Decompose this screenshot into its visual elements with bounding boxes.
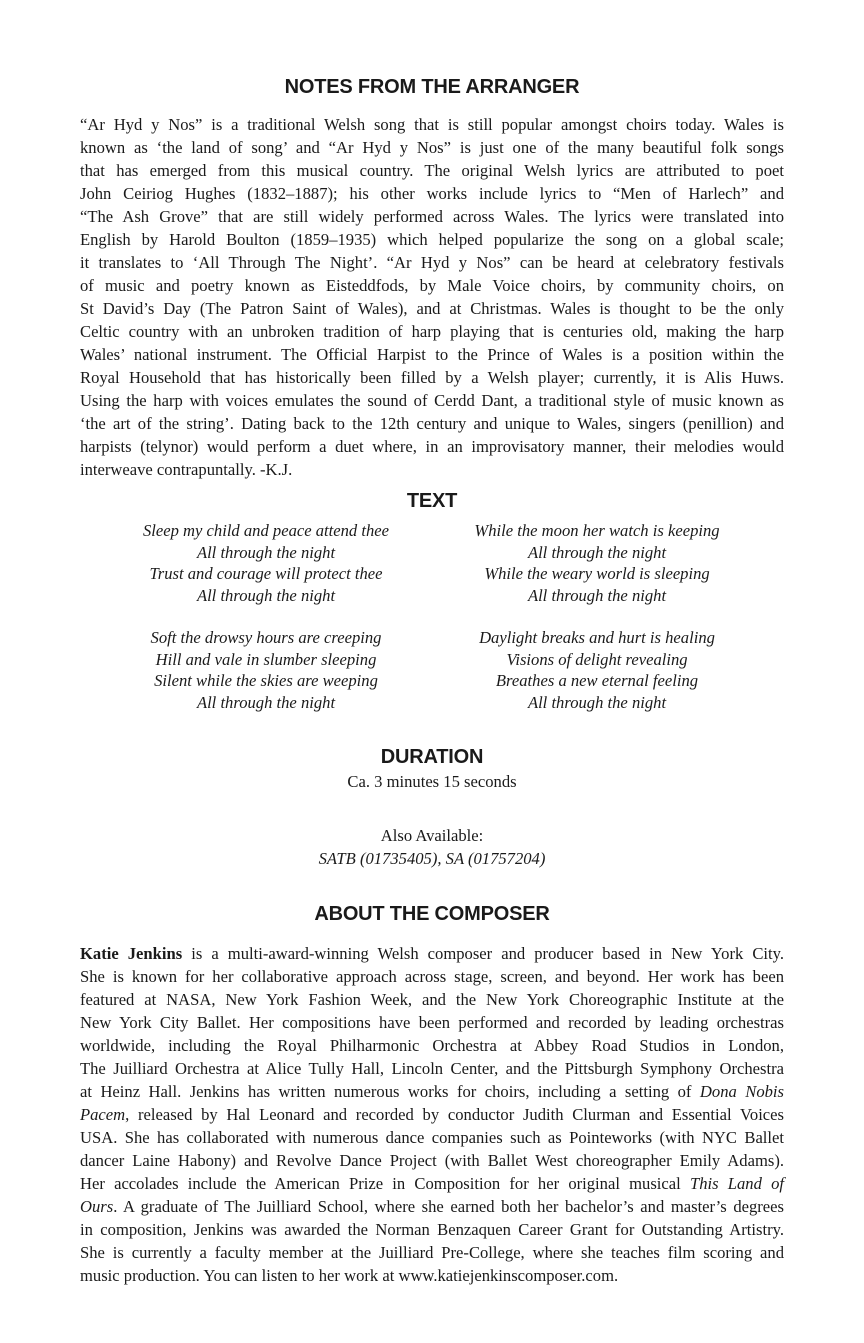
- text-line: [80, 251, 784, 274]
- lyric-line: While the weary world is sleeping: [484, 564, 710, 583]
- text-segment: known as ‘the land of song’ and “Ar Hyd y Nos” is just one of the many beautiful folk songs: [80, 138, 784, 157]
- lyric-line: Visions of delight revealing: [506, 649, 688, 669]
- text-segment: This Land of: [689, 1174, 784, 1193]
- text-segment: music production. You can listen to her work at www.katiejenkinscomposer.com.: [80, 1266, 619, 1285]
- text-line: [80, 1172, 784, 1195]
- lyric-line: All through the night: [196, 585, 336, 605]
- text-segment: Celtic country with an unbroken tradition of harp playing that is centuries old, making the harp: [80, 322, 784, 341]
- text-line: [80, 965, 784, 988]
- text-line: [80, 274, 784, 297]
- duration-value: Ca. 3 minutes 15 seconds: [347, 772, 517, 791]
- lyrics-left-column: [96, 520, 436, 713]
- text-segment: Royal Household that has historically been filled by a Welsh player; currently, it is Alis Huws.: [80, 368, 784, 387]
- notes-paragraph: [80, 113, 784, 481]
- text-line: [80, 412, 784, 435]
- text-segment: Katie Jenkins: [80, 944, 183, 963]
- also-available-value: SATB (01735405), SA (01757204): [318, 849, 546, 868]
- text-line: [80, 182, 784, 205]
- lyric-line: While the moon her watch is keeping: [474, 521, 720, 540]
- text-segment: of music and poetry known as Eisteddfods, by Male Voice choirs, by community choirs, on: [80, 276, 784, 295]
- text-line: [80, 228, 784, 251]
- text-line: [80, 1149, 784, 1172]
- lyric-line: All through the night: [196, 692, 336, 712]
- text-line: [80, 458, 784, 481]
- text-segment: She is currently a faculty member at the Juilliard Pre-College, where she teaches film scoring and: [80, 1243, 784, 1262]
- text-segment: . A graduate of The Juilliard School, where she earned both her bachelor’s and master’s degrees: [113, 1197, 784, 1216]
- text-segment: St David’s Day (The Patron Saint of Wales), and at Christmas. Wales is thought to be the only: [80, 299, 784, 318]
- text-segment: , released by Hal Leonard and recorded by conductor Judith Clurman and Essential Voices: [125, 1105, 784, 1124]
- text-segment: USA. She has collaborated with numerous dance companies such as Pointeworks (with NYC Ballet: [80, 1128, 784, 1147]
- text-segment: featured at NASA, New York Fashion Week, and the New York Choreographic Institute at the: [80, 990, 784, 1009]
- text-line: [80, 1080, 784, 1103]
- text-line: [80, 159, 784, 182]
- text-line: [80, 1057, 784, 1080]
- text-segment: Dona Nobis: [699, 1082, 784, 1101]
- lyric-line: Soft the drowsy hours are creeping: [150, 628, 382, 647]
- text-line: [80, 205, 784, 228]
- text-segment: interweave contrapuntally. -K.J.: [80, 460, 293, 479]
- text-segment: “Ar Hyd y Nos” is a traditional Welsh song that is still popular amongst choirs today. Wales is: [80, 115, 784, 134]
- text-segment: The Juilliard Orchestra at Alice Tully Hall, Lincoln Center, and the Pittsburgh Symphony Orchestra: [80, 1059, 784, 1078]
- text-segment: Ours: [80, 1197, 114, 1216]
- text-line: [80, 435, 784, 458]
- text-line: [80, 1195, 784, 1218]
- lyric-line: Daylight breaks and hurt is healing: [479, 628, 715, 647]
- text-line: [80, 343, 784, 366]
- text-segment: Pacem: [80, 1105, 126, 1124]
- lyric-line: All through the night: [527, 692, 667, 712]
- text-segment: Wales’ national instrument. The Official Harpist to the Prince of Wales is a position within the: [80, 345, 784, 364]
- text-segment: John Ceiriog Hughes (1832–1887); his other works include lyrics to “Men of Harlech” and: [80, 184, 784, 203]
- text-segment: harpists (telynor) would perform a duet where, in an improvisatory manner, their melodies would: [80, 437, 784, 456]
- text-line: [80, 297, 784, 320]
- lyric-line: All through the night: [196, 542, 336, 562]
- text-segment: English by Harold Boulton (1859–1935) which helped popularize the song on a global scale;: [80, 230, 784, 249]
- text-segment: is a multi-award-winning Welsh composer and producer based in New York City.: [182, 944, 784, 963]
- text-line: [80, 136, 784, 159]
- lyric-line: Silent while the skies are weeping: [154, 671, 378, 690]
- lyric-line: Sleep my child and peace attend thee: [142, 521, 390, 540]
- lyrics-right-column: [427, 520, 767, 713]
- text-segment: Using the harp with voices emulates the sound of Cerdd Dant, a traditional style of music known as: [80, 391, 784, 410]
- text-line: [80, 988, 784, 1011]
- text-line: [80, 1103, 784, 1126]
- text-segment: it translates to ‘All Through The Night’. “Ar Hyd y Nos” can be heard at celebratory festivals: [80, 253, 784, 272]
- text-heading: TEXT: [406, 490, 458, 512]
- text-segment: ‘the art of the string’. Dating back to the 12th century and unique to Wales, singers (penillion) and: [80, 414, 784, 433]
- notes-heading: NOTES FROM THE ARRANGER: [284, 76, 580, 98]
- text-line: [80, 1264, 784, 1287]
- composer-heading: ABOUT THE COMPOSER: [314, 903, 550, 925]
- text-line: [80, 942, 784, 965]
- text-segment: at Heinz Hall. Jenkins has written numerous works for choirs, including a setting of: [80, 1082, 700, 1101]
- text-line: [80, 1011, 784, 1034]
- text-line: [80, 1218, 784, 1241]
- text-line: [80, 1241, 784, 1264]
- lyric-line: Breathes a new eternal feeling: [495, 671, 699, 690]
- text-segment: dancer Laine Habony) and Revolve Dance Project (with Ballet West choreographer Emily Adams).: [80, 1151, 784, 1170]
- text-line: [80, 1034, 784, 1057]
- text-line: [80, 389, 784, 412]
- text-segment: New York City Ballet. Her compositions have been performed and recorded by leading orchestras: [80, 1013, 784, 1032]
- text-segment: worldwide, including the Royal Philharmonic Orchestra at Abbey Road Studios in London,: [80, 1036, 784, 1055]
- text-segment: “The Ash Grove” that are still widely performed across Wales. The lyrics were translated into: [80, 207, 784, 226]
- composer-paragraph: [80, 942, 784, 1287]
- text-line: [80, 366, 784, 389]
- lyric-line: All through the night: [527, 542, 667, 562]
- text-line: [80, 113, 784, 136]
- text-segment: that has emerged from this musical country. The original Welsh lyrics are attributed to poet: [80, 161, 784, 180]
- text-line: [80, 320, 784, 343]
- text-segment: Her accolades include the American Prize in Composition for her original musical: [80, 1174, 690, 1193]
- lyric-line: All through the night: [527, 585, 667, 605]
- duration-heading: DURATION: [380, 746, 484, 768]
- lyric-line: Trust and courage will protect thee: [149, 564, 383, 583]
- lyric-line: Hill and vale in slumber sleeping: [155, 649, 377, 669]
- text-segment: in composition, Jenkins was awarded the Norman Benzaquen Career Grant for Outstanding Artistry.: [80, 1220, 784, 1239]
- also-available-label: Also Available:: [380, 826, 484, 845]
- text-line: [80, 1126, 784, 1149]
- text-segment: She is known for her collaborative approach across stage, screen, and beyond. Her work has been: [80, 967, 784, 986]
